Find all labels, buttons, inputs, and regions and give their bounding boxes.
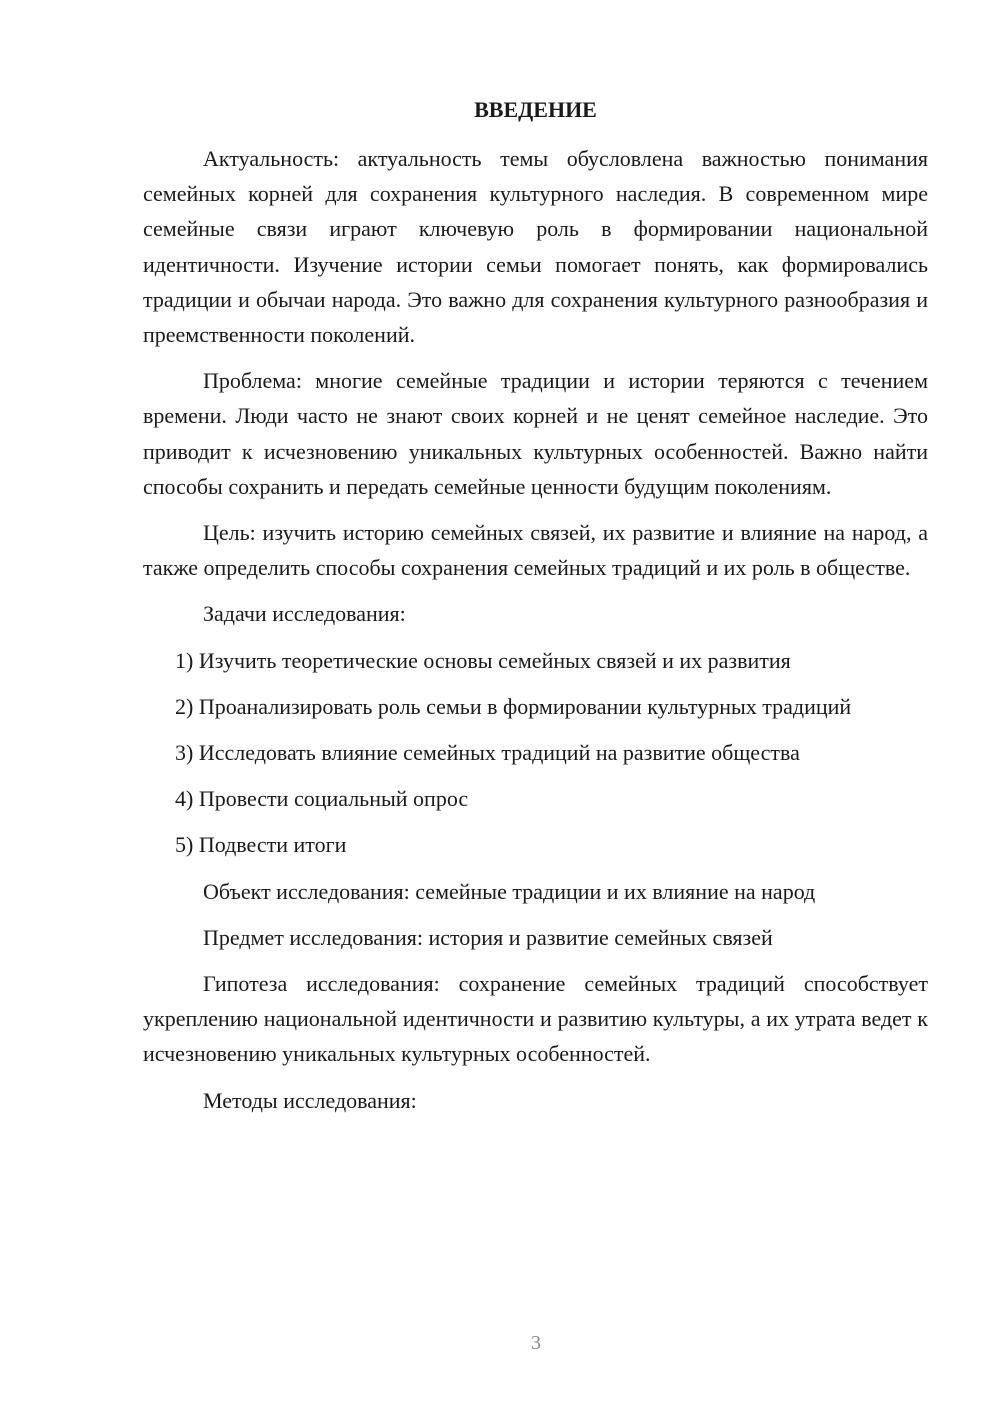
hypothesis-paragraph: Гипотеза исследования: сохранение семейных традиций способствует укреплению национальной идентичности и развитию культуры, а их утрата ведет к исчезновению уникальных культурных особенностей. [143,971,928,1067]
task-item-3: 3) Исследовать влияние семейных традиций на развитие общества [175,740,800,766]
page-title: ВВЕДЕНИЕ [474,97,597,122]
document-page [143,92,928,1118]
object-paragraph: Объект исследования: семейные традиции и их влияние на народ [203,878,816,904]
task-item-2: 2) Проанализировать роль семьи в формировании культурных традиций [175,693,852,719]
relevance-paragraph: Актуальность: актуальность темы обусловлена важностью понимания семейных корней для сохранения культурного наследия. В современном мире семейные связи играют ключевую роль в формировании национальной идентичности. Изучение истории семьи помогает понять, как формировались традиции и обычаи народа. Это важно для сохранения культурного разнообразия и преемственности поколений. [143,146,928,348]
tasks-heading: Задачи исследования: [203,601,406,627]
goal-paragraph: Цель: изучить историю семейных связей, их развитие и влияние на народ, а также определить способы сохранения семейных традиций и их роль в обществе. [143,520,928,581]
problem-paragraph: Проблема: многие семейные традиции и истории теряются с течением времени. Люди часто не знают своих корней и не ценят семейное наследие. Это приводит к исчезновению уникальных культурных особенностей. Важно найти способы сохранить и передать семейные ценности будущим поколениям. [143,368,928,499]
methods-heading: Методы исследования: [203,1087,417,1113]
subject-paragraph: Предмет исследования: история и развитие семейных связей [203,924,773,950]
task-item-5: 5) Подвести итоги [175,832,347,858]
page-number: 3 [531,1332,541,1354]
task-item-1: 1) Изучить теоретические основы семейных связей и их развития [175,647,791,673]
task-item-4: 4) Провести социальный опрос [175,786,469,812]
